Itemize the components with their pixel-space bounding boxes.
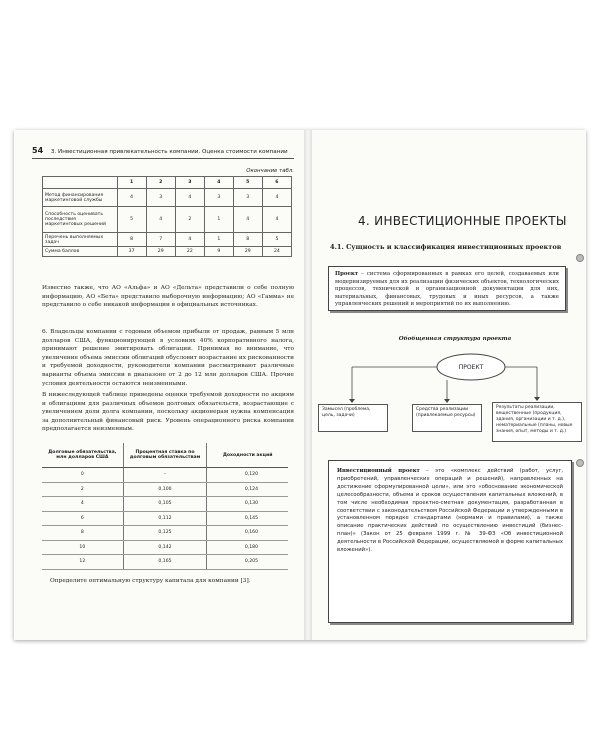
table-cell: 0 bbox=[42, 468, 123, 483]
table-row bbox=[43, 207, 292, 233]
table-cell: 29 bbox=[233, 247, 262, 257]
table-header-cell: 4 bbox=[204, 177, 233, 189]
table-header-cell: 1 bbox=[117, 177, 146, 189]
page-number: 54 bbox=[32, 146, 44, 155]
table-cell: 4 bbox=[146, 207, 175, 233]
running-head bbox=[32, 146, 294, 159]
table-cell: 4 bbox=[175, 189, 204, 207]
table-cell: 0,180 bbox=[207, 540, 288, 555]
results-box: Результаты реализации, вещественные (продукция, здания, организации и т. д.), нематериальные (планы, новые знания, опыт, методы и т. д.) bbox=[492, 402, 582, 442]
table-cell: 10 bbox=[42, 540, 123, 555]
table-cell: 0,160 bbox=[207, 526, 288, 541]
table-header-cell: Процентная ставка по долговым обязательствам bbox=[123, 443, 207, 468]
diagram-caption: Обобщенная структура проекта bbox=[398, 336, 512, 342]
running-head-text: 3. Инвестиционная привлекательность компании. Оценка стоимости компании bbox=[50, 149, 288, 155]
arrow-head bbox=[444, 399, 450, 403]
right-page bbox=[312, 130, 586, 640]
section-title: 4.1. Сущность и классификация инвестиционных проектов bbox=[330, 243, 562, 251]
table-cell: 0,142 bbox=[123, 540, 207, 555]
arrow-head bbox=[534, 397, 540, 401]
table-cell: 2 bbox=[175, 207, 204, 233]
table-cell: 0,105 bbox=[123, 497, 207, 512]
table-cell: 0,130 bbox=[207, 497, 288, 512]
pin-icon bbox=[576, 459, 584, 467]
row-label: Метод финансирования маркетинговой службы bbox=[43, 189, 118, 207]
table-row bbox=[43, 233, 292, 247]
table-cell: 4 bbox=[262, 189, 291, 207]
table-cell: 4 bbox=[233, 207, 262, 233]
definition-text: – система сформированных в рамках его целей, создаваемых или модернизируемых для их реализации физических объектов, технологических процессов, технической и организационной документации для них, материальных, финансовых, трудовых и иных ресурсов, а также управленческих решений и мероприятий по их выполнению. bbox=[335, 271, 559, 308]
table-cell: 3 bbox=[233, 189, 262, 207]
arrow-head bbox=[349, 399, 355, 403]
table-cell: – bbox=[123, 468, 207, 483]
table-header-cell: 3 bbox=[175, 177, 204, 189]
resources-box: Средства реализации (привлекаемые ресурсы) bbox=[412, 404, 482, 432]
pin-icon bbox=[576, 254, 584, 262]
table-continuation-label: Окончание табл. bbox=[246, 168, 294, 174]
table-row bbox=[43, 189, 292, 207]
table-cell: 6 bbox=[42, 511, 123, 526]
table-cell: 24 bbox=[262, 247, 291, 257]
table-row bbox=[43, 247, 292, 257]
table-header-cell: 2 bbox=[146, 177, 175, 189]
paragraph-3: В нижеследующей таблице приведены оценки требуемой доходности по акциям и облигациям для различных объемов долговых обязательств, возрастающие с увеличением доли долга компании, поскольку акционерам нужна компенсация за дополнительный финансовый риск. Уровень операционного риска компании предполагается неизменным. bbox=[42, 392, 294, 433]
row-label: Перечень выполняемых задач bbox=[43, 233, 118, 247]
table-cell: 9 bbox=[204, 247, 233, 257]
chapter-title: 4. ИНВЕСТИЦИОННЫЕ ПРОЕКТЫ bbox=[358, 214, 567, 228]
project-definition-box bbox=[328, 266, 566, 311]
table-row bbox=[42, 468, 288, 483]
definition-term: Инвестиционный проект bbox=[337, 468, 420, 474]
table-cell: 0,205 bbox=[207, 555, 288, 570]
table-cell: 4 bbox=[262, 207, 291, 233]
table-header-cell: 6 bbox=[262, 177, 291, 189]
table-cell: 12 bbox=[42, 555, 123, 570]
table-header-cell: Доходности акций bbox=[207, 443, 288, 468]
table-cell: 7 bbox=[146, 233, 175, 247]
table-cell: 4 bbox=[42, 497, 123, 512]
table-cell: 0,120 bbox=[207, 468, 288, 483]
investment-project-definition-box bbox=[328, 460, 572, 623]
table-cell: 0,112 bbox=[123, 511, 207, 526]
table-cell: 0,124 bbox=[207, 482, 288, 497]
table-cell: 8 bbox=[117, 233, 146, 247]
table-cell: 0,125 bbox=[123, 526, 207, 541]
table-header-cell bbox=[43, 177, 118, 189]
table-cell: 22 bbox=[175, 247, 204, 257]
table-cell: 0,145 bbox=[207, 511, 288, 526]
book-gutter bbox=[304, 130, 312, 640]
table-cell: 4 bbox=[175, 233, 204, 247]
project-structure-diagram bbox=[312, 342, 586, 442]
paragraph-1: Известно также, что АО «Альфа» и АО «Дельта» представили о себе полную информацию, АО «Бета» представило выборочную информацию; АО «Гамма» не представило о себе никакой информации в официальных источниках. bbox=[42, 285, 294, 309]
table-cell: 0,100 bbox=[123, 482, 207, 497]
table-cell: 5 bbox=[262, 233, 291, 247]
definition-term: Проект bbox=[335, 271, 359, 277]
table-row bbox=[42, 511, 288, 526]
task-question: Определите оптимальную структуру капитала для компании [3]. bbox=[50, 578, 251, 584]
table-row bbox=[42, 540, 288, 555]
table-row bbox=[42, 497, 288, 512]
table-header-cell: 5 bbox=[233, 177, 262, 189]
table-cell: 4 bbox=[117, 189, 146, 207]
table-cell: 5 bbox=[117, 207, 146, 233]
table-row bbox=[42, 482, 288, 497]
project-node-label: ПРОЕКТ bbox=[458, 364, 484, 371]
table-cell: 3 bbox=[146, 189, 175, 207]
debt-table-header bbox=[42, 443, 288, 468]
scores-table-header bbox=[43, 177, 292, 189]
table-cell: 0,165 bbox=[123, 555, 207, 570]
book-spread bbox=[14, 130, 586, 640]
concept-box: Замысел (проблема, цель, задачи) bbox=[318, 404, 388, 432]
table-cell: 8 bbox=[42, 526, 123, 541]
table-header-cell: Долговые обязательства, млн долларов США bbox=[42, 443, 123, 468]
table-cell: 1 bbox=[204, 233, 233, 247]
paragraph-2: 6. Владельцы компании с годовым объемом прибыли от продаж, равным 5 млн долларов США, функционирующей в условиях 40% корпоративного налога, принимают решение эмитировать облигации. Принимая во внимание, что увеличение объема эмиссии облигаций обусловит возрастание их рискованности и требуемой доходности, руководители компании рассматривают различные варианты объема эмиссии в диапазоне от 2 до 12 млн долларов США. Прочие условия деятельности остаются неизменными. bbox=[42, 329, 294, 387]
scores-table bbox=[42, 176, 292, 257]
table-row bbox=[42, 526, 288, 541]
row-label: Сумма баллов bbox=[43, 247, 118, 257]
definition-text: – это «комплекс действий (работ, услуг, приобретений, управленческих операций и решений), направленных на достижение сформулированной цели», или это «обоснование экономической целесообразности, объема и сроков осуществления капитальных вложений, в том числе необходимая проектно-сметная документация, разработанная в соответствии с законодательством Российской Федерации и утвержденными в установленном порядке стандартами (нормами и правилами), а также описание практических действий по осуществлению инвестиций (бизнес-план)» (Закон от 25 февраля 1999 г. № 39-ФЗ «Об инвестиционной деятельности в Российской Федерации, осуществляемой в форме капитальных вложений»). bbox=[337, 468, 563, 554]
table-cell: 3 bbox=[204, 189, 233, 207]
table-cell: 8 bbox=[233, 233, 262, 247]
table-cell: 29 bbox=[146, 247, 175, 257]
table-cell: 37 bbox=[117, 247, 146, 257]
row-label: Способность оценивать последствия маркетинговых решений bbox=[43, 207, 118, 233]
left-page bbox=[14, 130, 304, 640]
table-cell: 1 bbox=[204, 207, 233, 233]
debt-yield-table bbox=[42, 443, 288, 570]
table-row bbox=[42, 555, 288, 570]
table-cell: 2 bbox=[42, 482, 123, 497]
